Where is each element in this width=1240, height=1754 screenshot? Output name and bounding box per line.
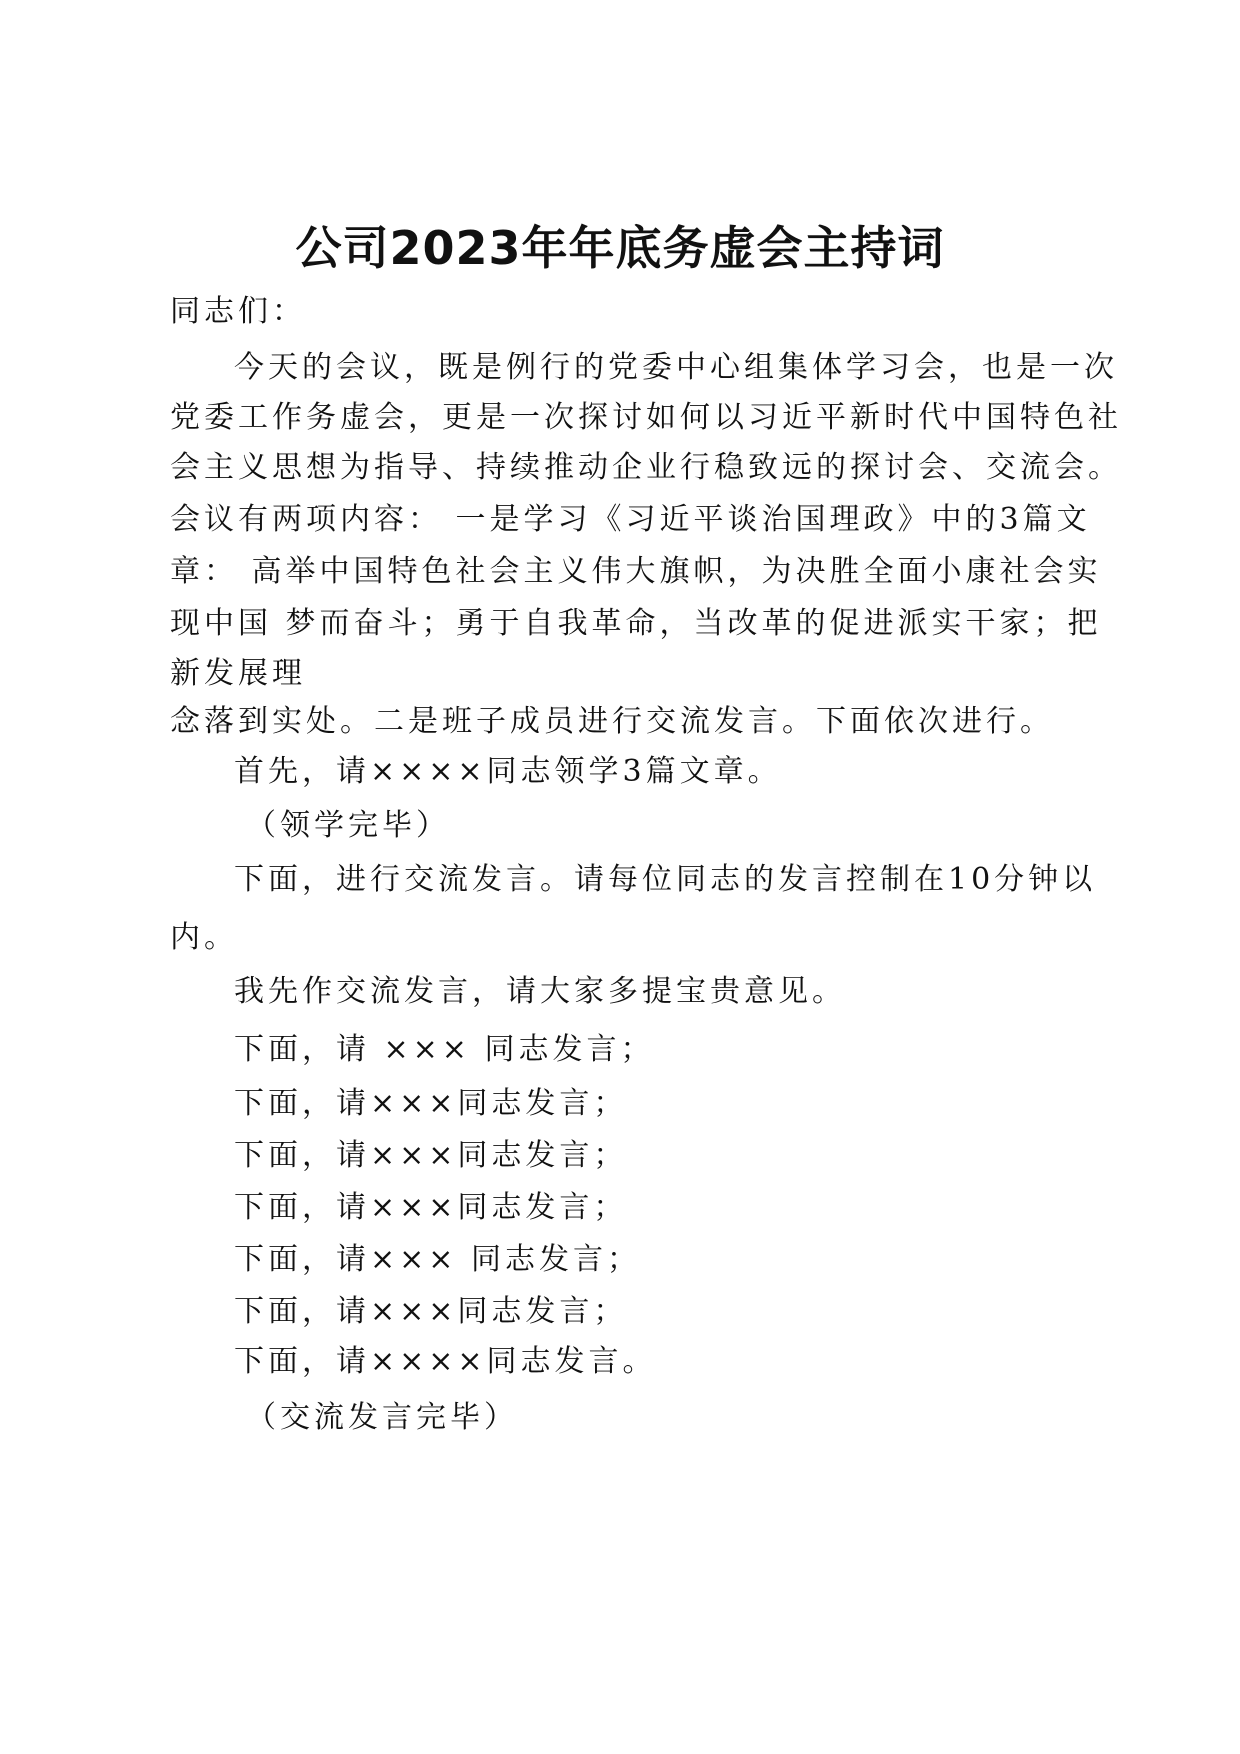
- exchange-line: 下面，进行交流发言。请每位同志的发言控制在10分钟以: [234, 862, 1097, 897]
- speaker-call: 下面，请××× 同志发言；: [234, 1242, 641, 1277]
- intro-line: 章： 高举中国特色社会主义伟大旗帜，为决胜全面小康社会实: [170, 554, 1102, 589]
- exchange-done-note: （交流发言完毕）: [246, 1400, 518, 1435]
- intro-line: 念落到实处。二是班子成员进行交流发言。下面依次进行。: [170, 704, 1054, 739]
- intro-line: 党委工作务虚会，更是一次探讨如何以习近平新时代中国特色社: [170, 400, 1122, 435]
- study-done-note: （领学完毕）: [246, 808, 450, 843]
- speaker-call: 下面，请×××同志发言；: [234, 1086, 628, 1121]
- exchange-line: 内。: [170, 920, 238, 955]
- intro-line: 现中国 梦而奋斗；勇于自我革命，当改革的促进派实干家；把: [170, 606, 1102, 641]
- greeting: 同志们：: [170, 294, 306, 329]
- speaker-call: 下面，请×××同志发言；: [234, 1190, 628, 1225]
- intro-line: 今天的会议，既是例行的党委中心组集体学习会，也是一次: [234, 350, 1118, 385]
- speaker-call: 下面，请 ××× 同志发言；: [234, 1032, 655, 1067]
- speaker-call: 下面，请×××同志发言；: [234, 1294, 628, 1329]
- document-title: 公司2023年年底务虚会主持词: [295, 221, 945, 275]
- intro-line: 新发展理: [170, 656, 306, 691]
- self-speech: 我先作交流发言，请大家多提宝贵意见。: [234, 974, 846, 1009]
- speaker-call: 下面，请××××同志发言。: [234, 1344, 657, 1379]
- intro-line: 会主义思想为指导、持续推动企业行稳致远的探讨会、交流会。: [170, 450, 1122, 485]
- intro-line: 会议有两项内容： 一是学习《习近平谈治国理政》中的3篇文: [170, 502, 1091, 537]
- speaker-call: 下面，请×××同志发言；: [234, 1138, 628, 1173]
- first-instruction: 首先，请××××同志领学3篇文章。: [234, 754, 782, 789]
